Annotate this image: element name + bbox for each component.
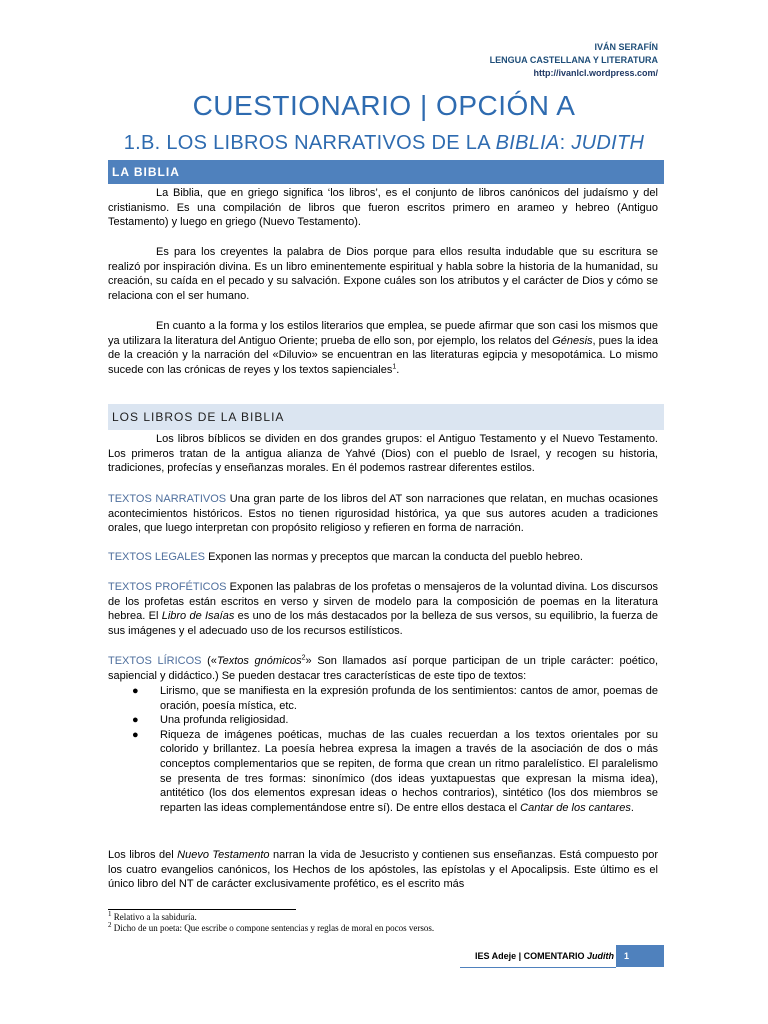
text-liricos-b: » Son llamados así porque participan de un triple carácter: poético, sapiencial y didáctico.) Se pueden destacar tres características de este tipo de textos:	[108, 655, 658, 682]
text-legales: Exponen las normas y preceptos que marcan la conducta del pueblo hebreo.	[205, 551, 583, 563]
p3-genesis: Génesis	[552, 334, 593, 347]
footnote-text-2: Dicho de un poeta: Que escribe o compone sentencias y reglas de moral en pocos versos.	[111, 923, 435, 933]
header-subject: LENGUA CASTELLANA Y LITERATURA	[489, 55, 658, 65]
heading-narrativos: TEXTOS NARRATIVOS	[108, 493, 227, 505]
subtitle-prefix: 1.B. LOS LIBROS NARRATIVOS DE LA	[123, 132, 496, 154]
paragraph-libros-1: Los libros bíblicos se dividen en dos grandes grupos: el Antiguo Testamento y el Nuevo Testamento. Los primeros tratan de la antigua alianza de Yahvé (Dios) con el pueblo de Israel, y recogen su historia, tradiciones, profecías y enseñanzas morales. En él podemos rastrear diferentes estilos.	[108, 433, 658, 475]
list-item	[108, 684, 658, 713]
footnote-ref-2[interactable]: 2	[301, 654, 306, 662]
bullet-text-1: Lirismo, que se manifiesta en la expresión profunda de los sentimientos: cantos de amor, poemas de oración, poesía mística, etc.	[160, 685, 658, 712]
nt-text-b: narran la vida de Jesucristo y contienen sus enseñanzas. Está compuesto por los cuatro evangelios canónicos, los Hechos de los apóstoles, las epístolas y el Apocalipsis. Este último es el único libro del NT de carácter exclusivamente profético, es el escrito más	[108, 849, 658, 891]
text-profeticos-a: Exponen las palabras de los profetas o mensajeros de la voluntad divina. Los discursos de los profetas están escritos en verso y sirven de modelo para la composición de poemas en la literatura hebrea. El	[108, 581, 658, 623]
bullet-text-3: Riqueza de imágenes poéticas, muchas de las cuales recuerdan a los textos orientales por su colorido y brillantez. La poesía hebrea expresa la imagen a través de la asociación de dos o más conceptos complementarios que se repiten, de forma que crean un ritmo paralelístico. El paralelismo se presenta de tres formas: sinonímico (dos ideas yuxtapuestas que expresan la misma idea), antitético (los dos elementos expresan ideas o hechos contrarios), sintético (los dos miembros se reparten las ideas complementándose entre sí). De entre ellos destaca el	[160, 728, 658, 814]
list-item	[108, 713, 658, 728]
text-narrativos: Una gran parte de los libros del AT son narraciones que relatan, en muchas ocasiones acontecimientos históricos. Estos no tienen rigurosidad histórica, ya que sus autores acuden a tradiciones orales, que luego interpretan con propósito religioso y refieren en forma de narración.	[108, 493, 658, 535]
paragraph-legales	[108, 550, 658, 565]
page-footer	[460, 945, 664, 967]
footnote-text-1: Relativo a la sabiduría.	[111, 912, 197, 922]
header-url[interactable]: http://ivanlcl.wordpress.com/	[533, 68, 658, 78]
header-author: IVÁN SERAFÍN	[594, 42, 658, 52]
footer-rule	[460, 967, 616, 968]
p3-text-a: En cuanto a la forma y los estilos literarios que emplea, se puede afirmar que son casi los mismos que ya utilizara la literatura del Antiguo Oriente; prueba de ello son, por ejemplo, los relatos del	[108, 320, 658, 347]
p3-end: .	[396, 363, 400, 376]
footer-prefix: IES Adeje | COMENTARIO	[474, 951, 587, 961]
bullet-text-3-end: .	[630, 801, 634, 814]
text-profeticos-b: es uno de los más destacados por la belleza de sus versos, su equilibrio, la fuerza de sus imágenes y el adecuado uso de los recursos estilísticos.	[108, 610, 659, 637]
footnote-separator	[108, 909, 296, 910]
heading-legales: TEXTOS LEGALES	[108, 551, 206, 563]
text-liricos-open: («	[201, 655, 217, 667]
subtitle-biblia: BIBLIA	[495, 132, 560, 154]
bullet-icon: ●	[132, 685, 139, 697]
text-isaias: Libro de Isaías	[161, 610, 235, 623]
cantar-title: Cantar de los cantares	[520, 801, 631, 814]
paragraph-biblia-3	[108, 319, 658, 377]
nt-text-a: Los libros del	[108, 849, 178, 861]
subtitle-judith: JUDITH	[571, 132, 645, 154]
footnote-num-2: 2	[108, 921, 112, 929]
bullet-text-2: Una profunda religiosidad.	[160, 714, 289, 727]
page-title: CUESTIONARIO | OPCIÓN A	[192, 90, 576, 121]
page-number: 1	[616, 945, 664, 967]
footnote-num-1: 1	[108, 910, 112, 918]
paragraph-biblia-1: La Biblia, que en griego significa ‘los libros’, es el conjunto de libros canónicos del judaísmo y del cristianismo. Es una compilación de libros que fueron escritos primero en arameo y hebreo (Antiguo Testamento) y luego en griego (Nuevo Testamento).	[108, 187, 658, 229]
bullet-icon: ●	[132, 728, 139, 741]
page-header	[490, 41, 658, 80]
text-gnomicos: Textos gnómicos	[216, 655, 302, 667]
heading-liricos: TEXTOS LÍRICOS	[108, 655, 202, 667]
footnote-1	[108, 912, 197, 923]
paragraph-biblia-2: Es para los creyentes la palabra de Dios porque para ellos resulta indudable que su escritura se realizó por inspiración divina. Es un libro eminentemente espiritual y habla sobre la historia de la humanidad, su creación, su caída en el pecado y su salvación. Expone cuáles son los atributos y el carácter de Dios y cómo se relaciona con el ser humano.	[108, 246, 658, 302]
list-item	[108, 728, 658, 816]
footer-text	[475, 945, 614, 967]
paragraph-nuevo-testamento	[108, 848, 658, 892]
paragraph-profeticos	[108, 580, 658, 638]
nt-title: Nuevo Testamento	[177, 849, 270, 861]
footer-italic: Judith	[587, 951, 614, 961]
footnote-2	[108, 923, 434, 934]
heading-profeticos: TEXTOS PROFÉTICOS	[108, 581, 227, 593]
subtitle-sep: :	[559, 132, 572, 154]
bullet-icon: ●	[132, 714, 139, 727]
bullet-list	[108, 684, 658, 815]
page-subtitle	[0, 132, 768, 155]
p3-text-b: , pues la idea de la creación y la narración del «Diluvio» se encuentran en las literaturas egipcia y mesopotámica. Lo mismo sucede con las crónicas de reyes y los textos sapienciales	[108, 334, 659, 376]
paragraph-narrativos	[108, 492, 658, 536]
footnote-ref-1[interactable]: 1	[392, 363, 397, 371]
section-heading-la-biblia: LA BIBLIA	[108, 160, 664, 184]
paragraph-liricos	[108, 654, 658, 683]
section-heading-libros: LOS LIBROS DE LA BIBLIA	[108, 404, 664, 430]
